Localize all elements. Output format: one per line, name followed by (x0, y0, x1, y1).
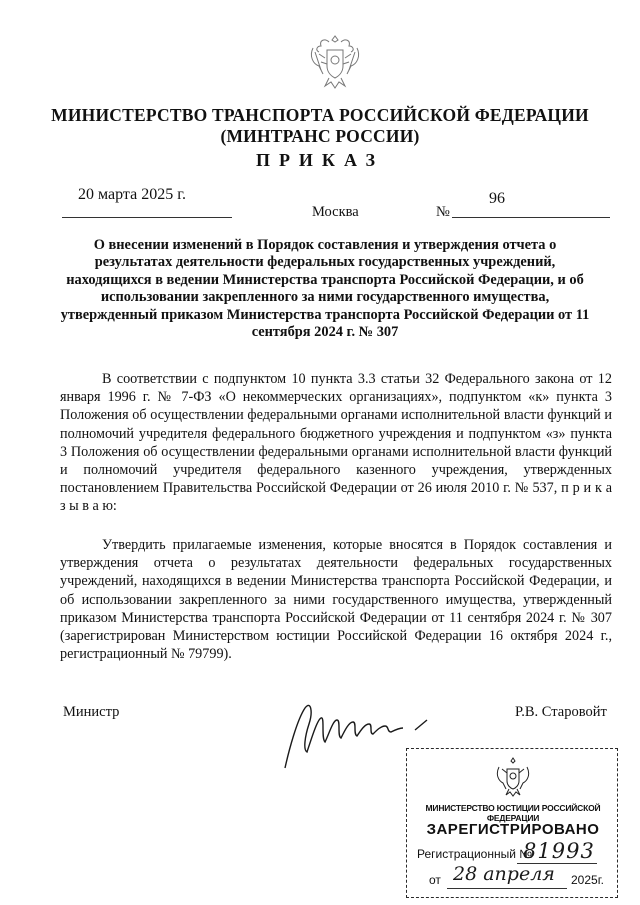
coat-of-arms-icon (305, 30, 365, 92)
body-paragraph-2: Утвердить прилагаемые изменения, которые вносятся в Порядок составления и утверждения отчета о результатах деятельности федеральных государственных учреждений, находящихся в ведении Министерства транспорта Российской Федерации, и об использовании закрепленного за ними государственного имущества, утвержденный приказом Министерства транспорта Российской Федерации от 11 сентября 2024 г. № 307 (зарегистрирован Министерством юстиции Российской Федерации 16 октября 2024 г., регистрационный № 79799). (60, 537, 612, 663)
order-number: 96 (489, 190, 505, 207)
signatory-position: Министр (63, 704, 120, 720)
stamp-from-label: от (429, 873, 441, 887)
stamp-date-underline (447, 888, 567, 889)
number-underline (452, 217, 610, 218)
stamp-registration-date: 28 апреля (453, 863, 555, 885)
registration-stamp (406, 748, 618, 898)
stamp-year: 2025г. (571, 873, 604, 887)
stamp-registration-number-label: Регистрационный № (417, 847, 533, 861)
date-underline (62, 217, 232, 218)
stamp-ministry-name: МИНИСТЕРСТВО ЮСТИЦИИ РОССИЙСКОЙ ФЕДЕРАЦИИ (425, 803, 601, 823)
stamp-coat-of-arms-icon (493, 755, 533, 797)
city: Москва (312, 204, 359, 220)
order-date: 20 марта 2025 г. (78, 186, 186, 203)
body-paragraph-1: В соответствии с подпунктом 10 пункта 3.3 статьи 32 Федерального закона от 12 января 1996 г. № 7-ФЗ «О некоммерческих организациях», подпунктом «к» пункта 3 Положения об осуществлении федеральными органами исполнительной власти функций и полномочий учредителя федерального бюджетного учреждения и подпунктом «з» пункта 3 Положения об осуществлении федеральными органами исполнительной власти функций и полномочий учредителя федерального казенного учреждения, утвержденных постановлением Правительства Российской Федерации от 26 июля 2010 г. № 537, п р и к а з ы в а ю: (60, 371, 612, 515)
order-subject: О внесении изменений в Порядок составления и утверждения отчета о результатах деятельности федеральных государственных учреждений, находящихся в ведении Министерства транспорта Российской Федерации, и об использовании закрепленного за ними государственного имущества, утвержденный приказом Министерства транспорта Российской Федерации от 11 сентября 2024 г. № 307 (60, 237, 590, 341)
ministry-name (40, 105, 600, 147)
number-label: № (436, 204, 450, 220)
stamp-registered-label: ЗАРЕГИСТРИРОВАНО (426, 821, 600, 838)
document-type-title: ПРИКАЗ (255, 150, 385, 170)
ministry-line-2: (МИНТРАНС РОССИИ) (220, 126, 420, 146)
ministry-line-1: МИНИСТЕРСТВО ТРАНСПОРТА РОССИЙСКОЙ ФЕДЕРАЦИИ (51, 105, 589, 125)
signatory-name: Р.В. Старовойт (515, 704, 607, 720)
stamp-registration-number: 81993 (523, 839, 595, 863)
